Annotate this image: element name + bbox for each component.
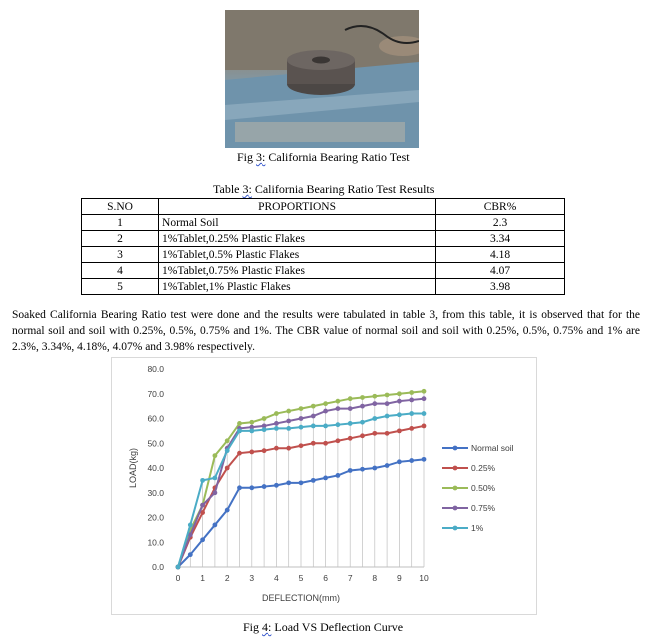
x-tick-label: 8 [372,573,378,583]
table-3-caption: Table 3: California Bearing Ratio Test Results [213,182,435,196]
legend-label: 0.25% [471,463,496,473]
cbr-results-table [81,198,565,295]
data-point [360,467,365,472]
data-point [372,466,377,471]
data-point [262,484,267,489]
data-point [372,401,377,406]
legend-marker [453,526,458,531]
x-tick-label: 9 [397,573,402,583]
x-tick-label: 10 [419,573,429,583]
table-row [82,263,565,279]
data-point [385,463,390,468]
data-point [299,406,304,411]
data-point [237,421,242,426]
cell-proportion: 1%Tablet,0.25% Plastic Flakes [159,231,436,247]
data-point [237,485,242,490]
data-point [397,412,402,417]
data-point [409,411,414,416]
x-tick-label: 0 [175,573,181,583]
data-point [397,399,402,404]
data-point [385,431,390,436]
x-tick-label: 1 [200,573,205,583]
data-point [348,406,353,411]
data-point [200,503,205,508]
x-tick-label: 6 [323,573,328,583]
x-tick-label: 2 [224,573,230,583]
y-tick-label: 10.0 [147,537,164,548]
x-tick-label: 3 [249,573,255,583]
data-point [409,458,414,463]
data-point [249,485,254,490]
load-deflection-chart [112,358,536,614]
data-point [225,448,230,453]
data-point [311,478,316,483]
legend-label: 1% [471,523,484,533]
data-point [311,404,316,409]
data-point [286,480,291,485]
x-axis-title: DEFLECTION(mm) [262,593,340,603]
data-point [262,416,267,421]
data-point [348,468,353,473]
y-tick-label: 70.0 [147,388,164,399]
data-point [372,394,377,399]
data-point [249,420,254,425]
data-point [274,411,279,416]
data-point [385,401,390,406]
data-point [262,427,267,432]
data-point [274,483,279,488]
data-point [323,441,328,446]
cell-sno: 5 [82,279,159,295]
y-tick-label: 80.0 [147,364,164,374]
data-point [213,523,218,528]
cell-cbr: 3.98 [436,279,565,295]
data-point [336,473,341,478]
data-point [299,480,304,485]
data-point [336,438,341,443]
cbr-test-photo [225,10,419,148]
legend-marker [453,486,458,491]
data-point [299,416,304,421]
data-point [213,453,218,458]
data-point [286,419,291,424]
cbr-photo-drawing [225,10,419,148]
data-point [422,457,427,462]
data-point [262,448,267,453]
data-point [274,426,279,431]
data-point [323,409,328,414]
data-point [348,436,353,441]
data-point [372,416,377,421]
data-point [360,395,365,400]
data-point [225,508,230,513]
x-tick-label: 4 [274,573,279,583]
data-point [397,459,402,464]
cell-proportion: 1%Tablet,1% Plastic Flakes [159,279,436,295]
data-point [422,411,427,416]
table-row [82,215,565,231]
data-point [409,398,414,403]
data-point [348,421,353,426]
y-axis-title: LOAD(kg) [128,447,138,489]
data-point [422,424,427,429]
data-point [311,424,316,429]
data-point [360,433,365,438]
data-point [286,409,291,414]
y-tick-label: 0.0 [152,562,164,572]
cell-sno: 4 [82,263,159,279]
cell-cbr: 3.34 [436,231,565,247]
data-point [409,390,414,395]
figure-3-caption: Fig 3: California Bearing Ratio Test [237,150,410,164]
table-header-row [82,199,565,215]
data-point [286,446,291,451]
cell-proportion: 1%Tablet,0.5% Plastic Flakes [159,247,436,263]
data-point [274,421,279,426]
data-point [311,441,316,446]
data-point [237,428,242,433]
cell-sno: 2 [82,231,159,247]
cell-sno: 3 [82,247,159,263]
figure-4-caption: Fig 4: Load VS Deflection Curve [243,620,404,634]
data-point [299,443,304,448]
data-point [422,389,427,394]
x-tick-label: 5 [298,573,304,583]
data-point [225,438,230,443]
data-point [188,523,193,528]
table-row [82,247,565,263]
data-point [200,478,205,483]
y-tick-label: 60.0 [147,413,164,424]
legend-marker [453,466,458,471]
data-point [176,565,181,570]
y-tick-label: 40.0 [147,463,164,473]
data-point [336,406,341,411]
legend-label: 0.50% [471,483,496,493]
data-point [200,537,205,542]
cell-proportion: Normal Soil [159,215,436,231]
data-point [286,426,291,431]
data-point [360,420,365,425]
data-point [348,396,353,401]
y-tick-label: 50.0 [147,438,164,449]
data-point [323,401,328,406]
cell-sno: 1 [82,215,159,231]
data-point [409,426,414,431]
y-tick-label: 20.0 [147,512,164,523]
data-point [422,396,427,401]
data-point [385,414,390,419]
cell-cbr: 4.18 [436,247,565,263]
results-paragraph: Soaked California Bearing Ratio test were done and the results were tabulated in table 3, from this table, it is observed that for the normal soil and soil with 0.25%, 0.5%, 0.75% and 1%. The CBR value of normal soil and soil with 0.25%, 0.5%, 0.75% and 1% are 2.3%, 3.34%, 4.18%, 4.07% and 3.98% respectively. [12,309,640,353]
y-tick-label: 30.0 [147,487,164,498]
data-point [213,476,218,481]
legend-label: Normal soil [471,443,514,453]
data-point [213,490,218,495]
cell-cbr: 2.3 [436,215,565,231]
data-point [336,399,341,404]
x-tick-label: 7 [347,573,353,583]
data-point [323,476,328,481]
legend-marker [453,446,458,451]
data-point [299,425,304,430]
data-point [397,391,402,396]
data-point [372,431,377,436]
data-point [225,466,230,471]
data-point [188,552,193,557]
table-row [82,231,565,247]
data-point [323,424,328,429]
table-row [82,279,565,295]
data-point [237,451,242,456]
data-point [249,450,254,455]
data-point [397,428,402,433]
cell-cbr: 4.07 [436,263,565,279]
cell-proportion: 1%Tablet,0.75% Plastic Flakes [159,263,436,279]
data-point [249,428,254,433]
legend-marker [453,506,458,511]
header-cbr: CBR% [436,199,565,215]
data-point [360,404,365,409]
header-sno: S.NO [82,199,159,215]
data-point [274,446,279,451]
header-proportions: PROPORTIONS [159,199,436,215]
data-point [311,414,316,419]
load-deflection-chart-frame [111,357,537,615]
data-point [385,393,390,398]
legend-label: 0.75% [471,503,496,513]
data-point [336,422,341,427]
